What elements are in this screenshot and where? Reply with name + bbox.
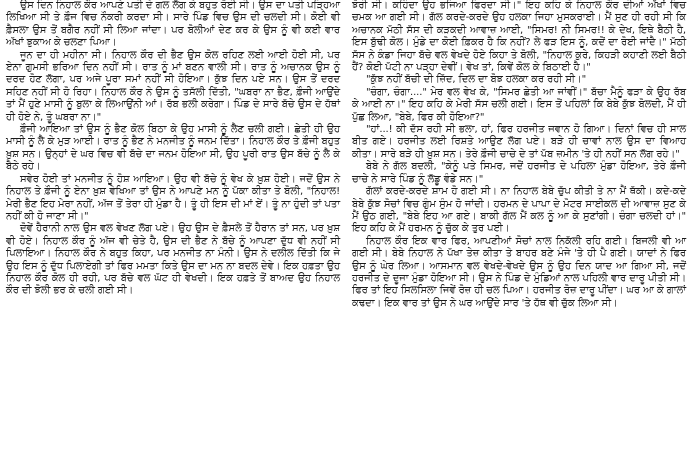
paragraph: "ਹਾਂ...! ਕੀ ਦੱਸ ਰਹੀ ਸੀ ਭਲਾ, ਹਾਂ, ਫਿਰ ਹਰਜੀਤ ਜਵਾਨ ਹੋ ਗਿਆ। ਦਿਨਾਂ ਵਿਚ ਹੀ ਸਾਲ ਬੀਤ ਗਏ। ਹਰਜੀਤ ਲਈ ਰਿਸ਼ਤੇ ਆਉਣ ਲੱਗ ਪਏ। ਬੜੇ ਹੀ ਚਾਵਾਂ ਨਾਲ ਉਸ ਦਾ ਵਿਆਹ ਕੀਤਾ। ਸਾਰੇ ਬੜੇ ਹੀ ਖ਼ੁਸ਼ ਸਨ। ਤੇਰੇ ਫ਼ੌਜੀ ਚਾਚੇ ਦੇ ਤਾਂ ਪੱਬ ਜ਼ਮੀਨ 'ਤੇ ਹੀ ਨਹੀਂ ਸਨ ਲੱਗ ਰਹੇ।" <box>352 124 686 160</box>
paragraph: ਦੋਵੇਂ ਹੈਰਾਨੀ ਨਾਲ ਉਸ ਵਲ ਵੇਖਣ ਲੱਗ ਪਏ। ਉਹ ਉਸ ਦੇ ਫ਼ੈਸਲੇ ਤੋਂ ਹੈਰਾਨ ਤਾਂ ਸਨ, ਪਰ ਖ਼ੁਸ਼ ਵੀ ਹੋਏ। ਨਿਹਾਲ ਕੌਰ ਨੂੰ ਅੱਜ ਵੀ ਚੇਤੇ ਹੈ, ਉਸ ਦੀ ਭੈਣ ਨੇ ਬੱਚੇ ਨੂੰ ਆਪਣਾ ਦੁੱਧ ਵੀ ਨਹੀਂ ਸੀ ਪਿਲਾਇਆ। ਨਿਹਾਲ ਕੌਰ ਨੇ ਬਹੁਤ ਕਿਹਾ, ਪਰ ਮਨਜੀਤ ਨਾ ਮੰਨੀ। ਉਸ ਨੇ ਦਲੀਲ ਦਿੱਤੀ ਕਿ ਜੇ ਉਹ ਇਸ ਨੂੰ ਦੁੱਧ ਪਿਲਾਏਗੀ ਤਾਂ ਫਿਰ ਮਮਤਾ ਕਿਤੇ ਉਸ ਦਾ ਮਨ ਨਾ ਬਦਲ ਦੇਵੇ। ਇਕ ਹਫ਼ਤਾ ਉਹ ਨਿਹਾਲ ਕੌਰ ਕੋਲ ਹੀ ਰਹੀ, ਪਰ ਬੱਚੇ ਵਲ ਘੱਟ ਹੀ ਵੇਖਦੀ। ਇਕ ਹਫ਼ਤੇ ਤੋਂ ਬਾਅਦ ਉਹ ਨਿਹਾਲ ਕੌਰ ਦੀ ਝੋਲੀ ਭਰ ਕੇ ਚਲੀ ਗਈ ਸੀ। <box>6 223 340 297</box>
paragraph: ਜੂਨ ਦਾ ਹੀ ਮਹੀਨਾ ਸੀ। ਨਿਹਾਲ ਕੌਰ ਦੀ ਭੈਣ ਉਸ ਕੋਲ ਰਹਿਣ ਲਈ ਆਈ ਹੋਈ ਸੀ, ਪਰ ਏਨਾ ਗੁਮਸੀ ਭਰਿਆ ਦਿਨ ਨਹੀਂ ਸੀ। ਰਾਤ ਨੂੰ ਮਾਂ ਬਣਨ ਵਾਲੀ ਸੀ। ਰਾਤ ਨੂੰ ਅਚਾਨਕ ਉਸ ਨੂੰ ਦਰਦ ਹੋਣ ਲੱਗਾ, ਪਰ ਅਜੇ ਪੂਰਾ ਸਮਾਂ ਨਹੀਂ ਸੀ ਹੋਇਆ। ਕੁੱਝ ਦਿਨ ਪਏ ਸਨ। ਉਸ ਤੋਂ ਦਰਦ ਸਹਿਣ ਨਹੀਂ ਸੀ ਹੋ ਰਿਹਾ। ਨਿਹਾਲ ਕੌਰ ਨੇ ਉਸ ਨੂੰ ਤਸੱਲੀ ਦਿੱਤੀ, "ਘਬਰਾ ਨਾ ਭੈਣ, ਫ਼ੌਜੀ ਆਉਂਦੇ ਤਾਂ ਮੈਂ ਹੁਣੇ ਮਾਸੀ ਨੂੰ ਬੁਲਾ ਕੇ ਲਿਆਉਂਨੀ ਆਂ। ਰੱਬ ਭਲੀ ਕਰੇਗਾ। ਪਿੰਡ ਦੇ ਸਾਰੇ ਬੱਚੇ ਉਸ ਦੇ ਹੱਥਾਂ ਹੀ ਹੋਏ ਨੇ, ਤੂੰ ਘਬਰਾ ਨਾ।" <box>6 49 340 123</box>
paragraph: ਝੋਰੀ ਸੀ। ਕਹਿੰਦਾ ਉਹ ਭਜਿਆ ਫਿਰਦਾ ਸੀ।" ਇਹ ਕਹਿ ਕੇ ਨਿਹਾਲ ਕੌਰ ਦੀਆਂ ਅੱਖਾਂ ਵਿਚ ਚਮਕ ਆ ਗਈ ਸੀ। ਗੱਲ ਕਰਦੇ-ਕਰਦੇ ਉਹ ਹਲਕਾ ਜਿਹਾ ਮੁਸਕਰਾਈ। ਮੈਂ ਸੁਣ ਹੀ ਰਹੀ ਸੀ ਕਿ ਅਚਾਨਕ ਮੱਠੀ ਸੱਸ ਦੀ ਕੜਕਦੀ ਆਵਾਜ਼ ਆਈ, "ਸਿਮਰ! ਨੀ ਸਿਮਰ!! ਕੇ ਦੇਖ, ਇਥੇ ਬੈਠੀ ਹੈ, ਇਸ ਬੁੱਢੀ ਕੋਲ। ਮੁੰਡੇ ਦਾ ਕੋਈ ਫ਼ਿਕਰ ਹੈ ਕਿ ਨਹੀਂ? ਲੇ ਫੜ ਇਸ ਨੂੰ, ਕਦੋਂ ਦਾ ਰੋਈ ਜਾਂਦੈ।" ਮੱਠੀ ਸੱਸ ਨੇ ਕੰਡਾ ਜਿਹਾ ਬੱਚੇ ਵਲ ਵੇਖਦੇ ਹੋਏ ਕਿਹਾ ਤੇ ਬੋਲੀ, "ਨਿਹਾਲ ਕੁਰੇ, ਕਿਹੜੀ ਕਹਾਣੀ ਲਈ ਬੈਠੀ ਹੈਂ? ਕੋਈ ਪੱਟੀ ਨਾ ਪੜ੍ਹਾ ਦੇਵੀਂ। ਵੇਖ ਤਾਂ, ਕਿਵੇਂ ਕੋਲ ਕੇ ਬਿਠਾਈ ਹੈ।" <box>352 0 686 74</box>
paragraph: ਫ਼ੌਜੀ ਆਇਆ ਤਾਂ ਉਸ ਨੂੰ ਭੈਣ ਕੋਲ ਬਿਠਾ ਕੇ ਉਹ ਮਾਸੀ ਨੂੰ ਲੈਣ ਚਲੀ ਗਈ। ਛੇਤੀ ਹੀ ਉਹ ਮਾਸੀ ਨੂੰ ਲੈ ਕੇ ਮੁੜ ਆਈ। ਰਾਤ ਨੂੰ ਭੈਣ ਨੇ ਮਨਜੀਤ ਨੂੰ ਜਨਮ ਦਿੱਤਾ। ਨਿਹਾਲ ਕੌਰ ਤੇ ਫ਼ੌਜੀ ਬਹੁਤ ਖ਼ੁਸ਼ ਸਨ। ਉਨ੍ਹਾਂ ਦੇ ਘਰ ਵਿਚ ਵੀ ਬੱਚੇ ਦਾ ਜਨਮ ਹੋਇਆ ਸੀ, ਉਹ ਪੂਰੀ ਰਾਤ ਉਸ ਬੱਚੇ ਨੂੰ ਲੈ ਕੇ ਬੈਠੇ ਰਹੇ। <box>6 124 340 173</box>
paragraph: ਬੇਬੇ ਨੇ ਗੱਲ ਬਦਲੀ, "ਕੇਨੂੰ ਪਤੇ ਸਿਮਰ, ਜਦੋਂ ਹਰਜੀਤ ਦੇ ਪਹਿਲਾ ਮੁੰਡਾ ਹੋਇਆ, ਤੇਰੇ ਫ਼ੌਜੀ ਚਾਚੇ ਨੇ ਸਾਰੇ ਪਿੰਡ ਨੂੰ ਲੱਡੂ ਵੰਡੇ ਸਨ।" <box>352 161 686 185</box>
paragraph: ਸਵੇਰ ਹੋਈ ਤਾਂ ਮਨਜੀਤ ਨੂੰ ਹੋਸ਼ ਆਇਆ। ਉਹ ਵੀ ਬੱਚੇ ਨੂੰ ਵੇਖ ਕੇ ਖ਼ੁਸ਼ ਹੋਈ। ਜਦੋਂ ਉਸ ਨੇ ਨਿਹਾਲ ਤੇ ਫ਼ੌਜੀ ਨੂੰ ਏਨਾ ਖ਼ੁਸ਼ ਵੇਖਿਆ ਤਾਂ ਉਸ ਨੇ ਆਪਣੇ ਮਨ ਨੂੰ ਪੱਕਾ ਕੀਤਾ ਤੇ ਬੋਲੀ, "ਨਿਹਾਲ! ਮੇਰੀ ਭੈਣ ਇਹ ਮੇਰਾ ਨਹੀਂ, ਅੱਜ ਤੋਂ ਤੇਰਾ ਹੀ ਮੁੰਡਾ ਹੈ। ਤੂੰ ਹੀ ਇਸ ਦੀ ਮਾਂ ਏਂ। ਤੂੰ ਨਾ ਹੁੰਦੀ ਤਾਂ ਪਤਾ ਨਹੀਂ ਕੀ ਹੋ ਜਾਣਾ ਸੀ।" <box>6 173 340 222</box>
paragraph: "ਕੁੱਝ ਨਹੀਂ ਬੱਚੀ ਦੀ ਜ਼ਿੱਦ, ਦਿਲ ਦਾ ਬੋਝ ਹਲਕਾ ਕਰ ਰਹੀ ਸੀ।" <box>366 74 587 86</box>
paragraph: ਉਸ ਦਿਨ ਨਿਹਾਲ ਕੌਰ ਆਪਣੇ ਪਤੀ ਦੇ ਗਲ ਲੱਗ ਕੇ ਬਹੁਤ ਰੋਈ ਸੀ। ਉਸ ਦਾ ਪਤੀ ਪੜ੍ਹਿਆ ਲਿਖਿਆ ਸੀ ਤੇ ਫ਼ੌਜ ਵਿਚ ਨੌਕਰੀ ਕਰਦਾ ਸੀ। ਸਾਰੇ ਪਿੰਡ ਵਿਚ ਉਸ ਦੀ ਚਲਦੀ ਸੀ। ਕੋਈ ਵੀ ਫ਼ੈਸਲਾ ਉਸ ਤੋਂ ਬਗੈਰ ਨਹੀਂ ਸੀ ਲਿਆ ਜਾਂਦਾ। ਪਰ ਬੋਲੀਆਂ ਦੇਣ ਕਰ ਕੇ ਉਸ ਨੂੰ ਵੀ ਕਈ ਵਾਰ ਅੱਖਾਂ ਝੁਕਾਅ ਕੇ ਚਲਣਾ ਪਿਆ। <box>6 0 340 49</box>
paragraph: "ਚੰਗਾ, ਚੰਗਾ...." ਮੇਰ ਵਲ ਵੇਖ ਕੇ, "ਸਿਮਰ ਛੇਤੀ ਆ ਜਾਂਵੀਂ।" ਬੱਚਾ ਮੈਨੂੰ ਫੜਾ ਕੇ ਉਹ ਰੱਬ ਕੇ ਆਈ ਨਾ।" ਇਹ ਕਹਿ ਕੇ ਮੇਰੀ ਸੱਸ ਚਲੀ ਗਈ। ਇਸ ਤੋਂ ਪਹਿਲਾਂ ਕਿ ਬੇਬੇ ਕੁੱਝ ਬੋਲਦੀ, ਮੈਂ ਹੀ ਪੁੱਛ ਲਿਆ, "ਬੇਬੇ, ਫਿਰ ਕੀ ਹੋਇਆ?" <box>352 86 686 123</box>
left-column <box>2 0 344 465</box>
right-column <box>348 0 690 465</box>
paragraph: ਗੱਲਾਂ ਕਰਦੇ-ਕਰਦੇ ਸ਼ਾਮ ਹੋ ਗਈ ਸੀ। ਨਾ ਨਿਹਾਲ ਬੇਬੇ ਚੁੱਪ ਕੀਤੀ ਤੇ ਨਾ ਮੈਂ ਥੱਕੀ। ਕਦੇ-ਕਦੇ ਬੇਬੇ ਕੁੱਝ ਸੋਚਾਂ ਵਿਚ ਗੁੰਮ ਸੁੰਮ ਹੋ ਜਾਂਦੀ। ਹਰਮਨ ਦੇ ਪਾਪਾ ਦੇ ਮੋਟਰ ਸਾਈਕਲ ਦੀ ਆਵਾਜ਼ ਸੁਣ ਕੇ ਮੈਂ ਉਠ ਗਈ, "ਬੇਬੇ ਇਹ ਆ ਗਏ। ਬਾਕੀ ਗੱਲ ਮੈਂ ਕਲ ਨੂੰ ਆ ਕੇ ਸੁਣਾਂਗੀ। ਚੰਗਾ ਚਲਦੀ ਹਾਂ।" ਇਹ ਕਹਿ ਕੇ ਮੈਂ ਹਰਮਨ ਨੂੰ ਚੁੱਕ ਕੇ ਤੁਰ ਪਈ। <box>352 186 686 235</box>
paragraph: ਨਿਹਾਲ ਕੌਰ ਇਕ ਵਾਰ ਫਿਰ, ਆਪਣੀਆਂ ਸੋਚਾਂ ਨਾਲ ਨਿਕੱਲੀ ਰਹਿ ਗਈ। ਬਿਜਲੀ ਵੀ ਆ ਗਈ ਸੀ। ਬੇਬੇ ਨਿਹਾਲ ਨੇ ਪੱਖਾ ਤੇਜ਼ ਕੀਤਾ ਤੇ ਬਾਹਰ ਬਣੇ ਮੰਜੇ 'ਤੇ ਹੀ ਪੈ ਗਈ। ਯਾਦਾਂ ਨੇ ਫਿਰ ਉਸ ਨੂੰ ਘੇਰ ਲਿਆ। ਆਸਮਾਨ ਵਲ ਵੇਖਦੇ-ਵੇਖਦੇ ਉਸ ਨੂੰ ਉਹ ਦਿਨ ਯਾਦ ਆ ਗਿਆ ਸੀ, ਜਦੋਂ ਹਰਜੀਤ ਦੇ ਦੂਜਾ ਮੁੰਡਾ ਹੋਇਆ ਸੀ। ਉਸ ਨੇ ਪਿੰਡ ਦੇ ਮੁੰਡਿਆਂ ਨਾਲ ਪਹਿਲੀ ਵਾਰ ਦਾਰੂ ਪੀਤੀ ਸੀ। ਫਿਰ ਤਾਂ ਇਹ ਸਿਲਸਿਲਾ ਜਿਵੇਂ ਰੋਜ਼ ਹੀ ਚਲ ਪਿਆ। ਹਰਜੀਤ ਰੋਜ਼ ਦਾਰੂ ਪੀਂਦਾ। ਘਰ ਆ ਕੇ ਗਾਲਾਂ ਕਢਦਾ। ਇਕ ਵਾਰ ਤਾਂ ਉਸ ਨੇ ਘਰ ਆਉਂਦੇ ਸਾਰ 'ਤੇ ਹੱਥ ਵੀ ਚੁੱਕ ਲਿਆ ਸੀ। <box>352 235 686 309</box>
